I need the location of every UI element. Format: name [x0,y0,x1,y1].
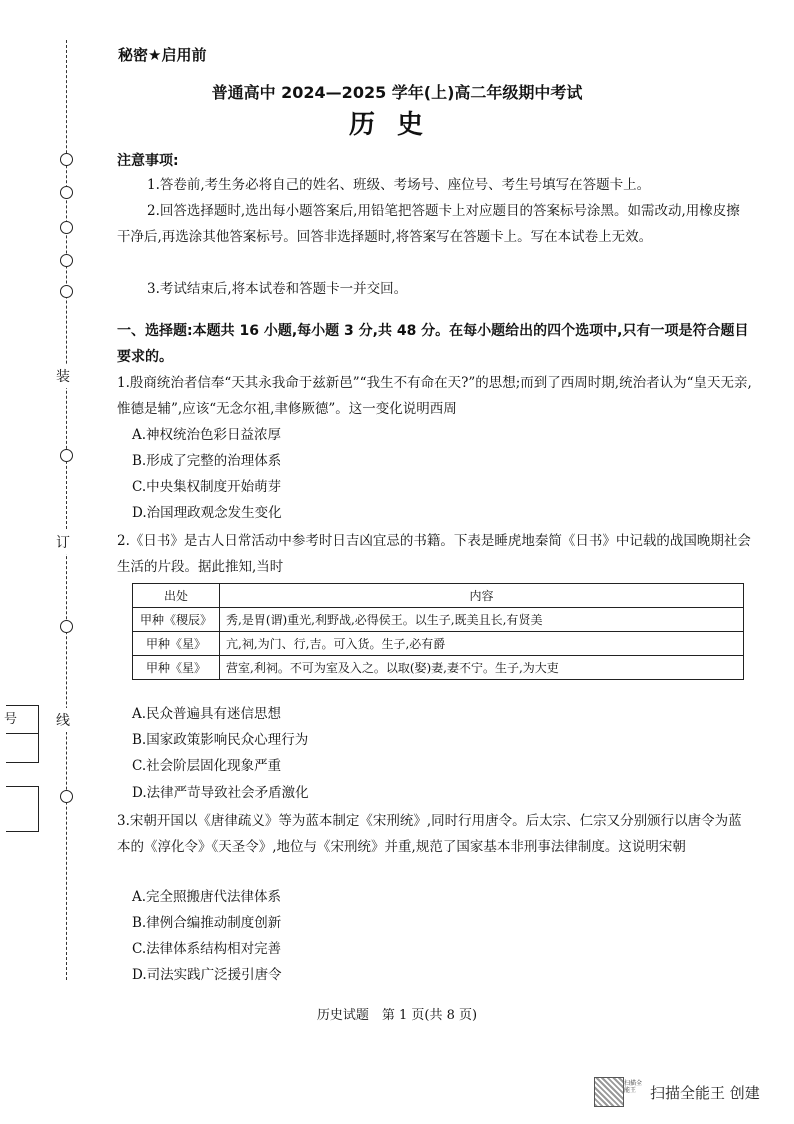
question-3-option-b: B.律例合编推动制度创新 [132,915,282,931]
binding-margin-line [66,40,67,980]
table-cell-content: 秀,是胃(谓)重光,利野战,必得侯王。以生子,既美且长,有贤美 [220,608,744,632]
binding-char-zhuang: 装 [56,364,70,388]
question-1-option-c: C.中央集权制度开始萌芽 [132,479,282,495]
table-row [133,608,744,632]
notice-item-2: 2.回答选择题时,选出每小题答案后,用铅笔把答题卡上对应题目的答案标号涂黑。如需改动,用橡皮擦干净后,再选涂其他答案标号。回答非选择题时,将答案写在答题卡上。写在本试卷上无效。 [117,203,740,245]
question-2-option-d: D.法律严苛导致社会矛盾激化 [132,785,309,801]
question-3-option-a: A.完全照搬唐代法律体系 [132,889,282,905]
notice-item-1: 1.答卷前,考生务必将自己的姓名、班级、考场号、座位号、考生号填写在答题卡上。 [147,177,651,193]
question-1-option-a: A.神权统治色彩日益浓厚 [132,427,282,443]
qr-code-icon [594,1077,624,1107]
confidential-label: 秘密★启用前 [118,46,207,64]
binding-hole-icon [60,790,73,803]
subject-title: 历史 [348,110,445,140]
question-1-stem: 1.殷商统治者信奉“天其永我命于兹新邑”“我生不有命在天?”的思想;而到了西周时期,统治者认为“皇天无亲,惟德是辅”,应该“无念尔祖,聿修厥德”。这一变化说明西周 [117,375,752,417]
binding-hole-icon [60,620,73,633]
candidate-number-label: 号 [4,712,18,727]
table-row [133,632,744,656]
question-2-stem: 2.《日书》是古人日常活动中参考时日吉凶宜忌的书籍。下表是睡虎地秦简《日书》中记载的战国晚期社会生活的片段。据此推知,当时 [117,533,751,575]
table-cell-source: 甲种《星》 [133,656,220,680]
binding-hole-icon [60,153,73,166]
question-3-option-c: C.法律体系结构相对完善 [132,941,282,957]
exam-title: 普通高中 2024—2025 学年(上)高二年级期中考试 [211,83,583,102]
question-3-option-d: D.司法实践广泛援引唐令 [132,967,282,983]
table-header-row [133,584,744,608]
table-cell-content: 亢,祠,为门、行,吉。可入货。生子,必有爵 [220,632,744,656]
binding-hole-icon [60,221,73,234]
question-2-option-a: A.民众普遍具有迷信思想 [132,706,282,722]
table-cell-source: 甲种《稷辰》 [133,608,220,632]
table-cell-content: 营室,利祠。不可为室及入之。以取(娶)妻,妻不宁。生子,为大吏 [220,656,744,680]
question-3-stem: 3.宋朝开国以《唐律疏义》等为蓝本制定《宋刑统》,同时行用唐令。后太宗、仁宗又分别颁行以唐令为蓝本的《淳化令》《天圣令》,地位与《宋刑统》并重,规范了国家基本非刑事法律制度。这说明宋朝 [117,813,742,855]
binding-hole-icon [60,254,73,267]
binding-char-xian: 线 [56,708,70,732]
notice-heading: 注意事项: [117,153,179,169]
page-footer: 历史试题 第 1 页(共 8 页) [316,1008,478,1023]
question-2-option-b: B.国家政策影响民众心理行为 [132,732,309,748]
table-cell-source: 甲种《星》 [133,632,220,656]
candidate-number-box [6,705,39,763]
question-1-option-b: B.形成了完整的治理体系 [132,453,282,469]
table-header-source: 出处 [133,584,220,608]
question-1-option-d: D.治国理政观念发生变化 [132,505,282,521]
notice-item-3: 3.考试结束后,将本试卷和答题卡一并交回。 [147,281,408,297]
table-row [133,656,744,680]
binding-char-ding: 订 [56,530,70,554]
binding-hole-icon [60,285,73,298]
binding-hole-icon [60,449,73,462]
candidate-number-divider [6,733,39,734]
table-header-content: 内容 [220,584,744,608]
question-2-option-c: C.社会阶层固化现象严重 [132,758,282,774]
scanner-watermark: 扫描全能王 创建 [650,1084,760,1102]
section-title: 一、选择题:本题共 16 小题,每小题 3 分,共 48 分。在每小题给出的四个选项中,只有一项是符合题目要求的。 [117,323,749,365]
source-table [132,583,744,680]
scanner-badge: 扫描全能王 [624,1080,643,1094]
name-box [6,786,39,832]
binding-hole-icon [60,186,73,199]
